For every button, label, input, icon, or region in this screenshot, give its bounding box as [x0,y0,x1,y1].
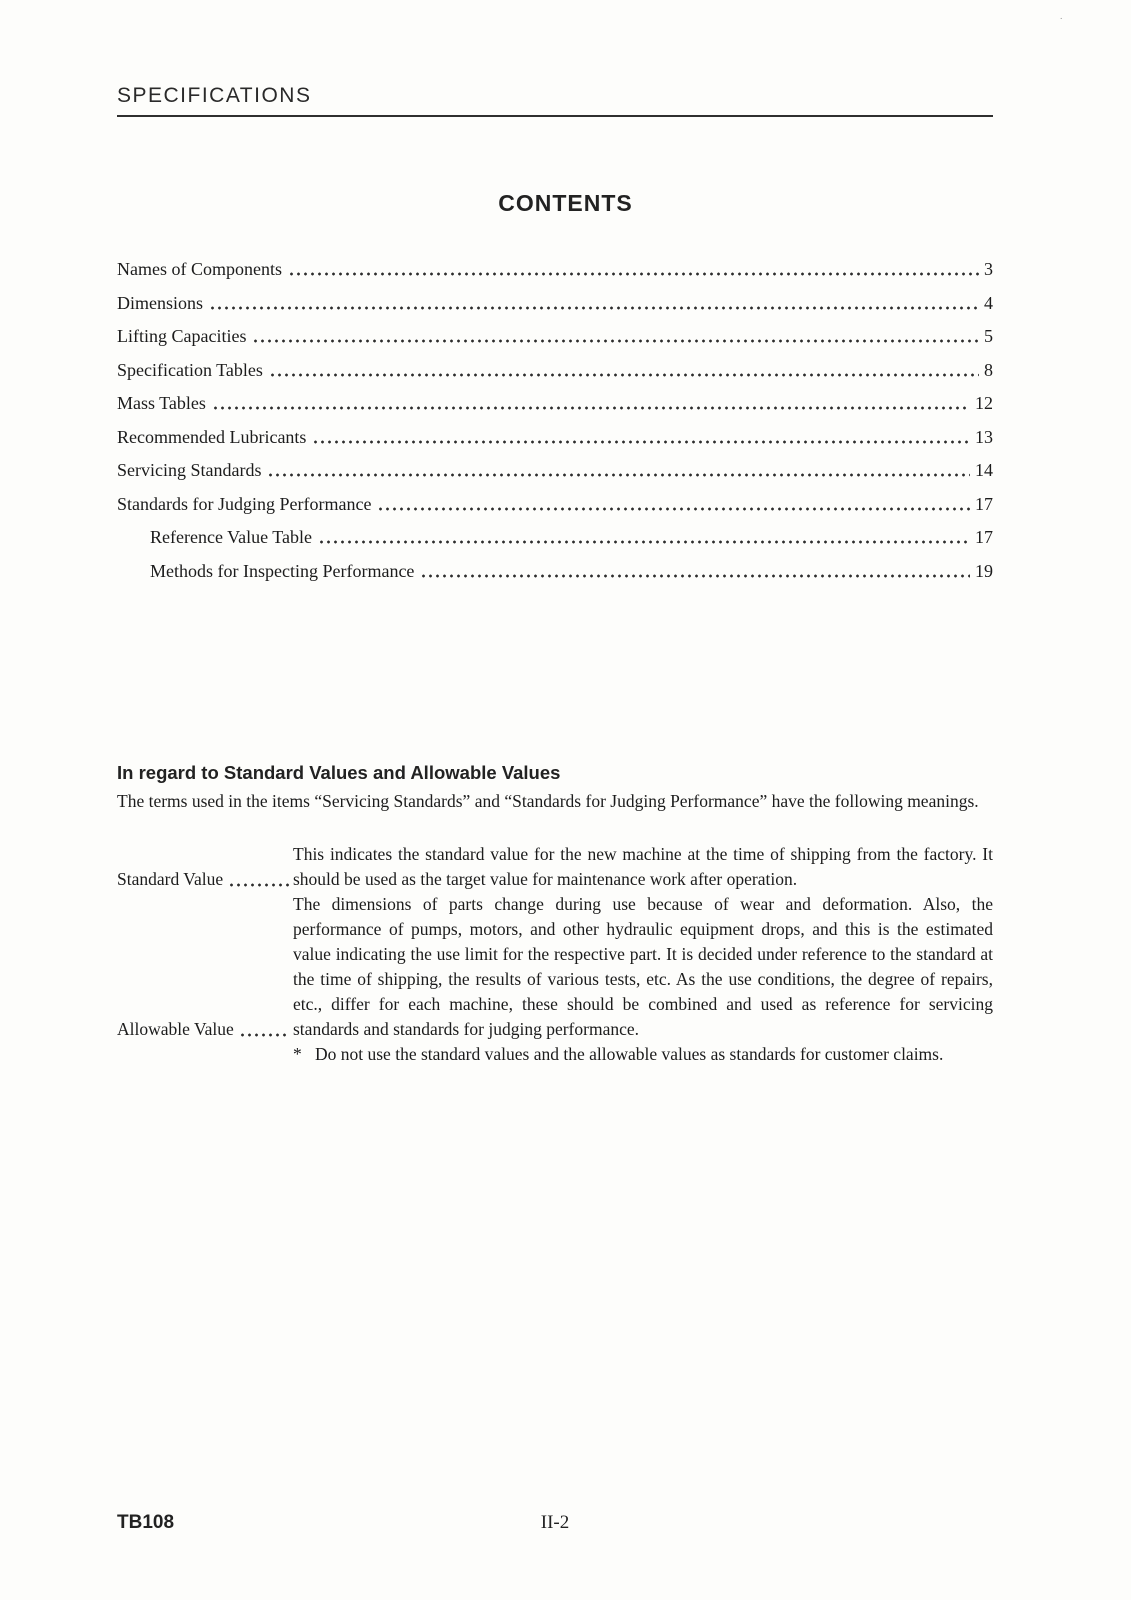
definition-term-label: Allowable Value [117,1019,234,1039]
toc-leader-dots [252,339,979,343]
toc-entry-page: 8 [984,359,993,380]
toc-entry-page: 12 [975,393,993,413]
footer-page-number: II-2 [540,1512,570,1533]
standards-intro: The terms used in the items “Servicing Standards” and “Standards for Judging Performance” have the following meanings. [117,791,979,811]
standards-note [293,1042,993,1067]
definition-standard-value [117,842,993,892]
toc-entry [117,292,993,314]
definition-text: This indicates the standard value for the new machine at the time of shipping from the factory. It should be used as the target value for maintenance work after operation. [293,844,993,889]
toc-entry [117,392,993,414]
toc-entry-label: Dimensions [117,292,204,313]
section-title: SPECIFICATIONS [117,84,312,107]
toc-entry [117,359,993,381]
toc-leader-dots [377,507,970,511]
toc-entry-label: Methods for Inspecting Performance [150,560,415,581]
standards-note-text: Do not use the standard values and the allowable values as standards for customer claims. [315,1044,944,1064]
toc-leader-dots [288,272,979,276]
toc-entry-label: Recommended Lubricants [117,426,307,447]
toc-entry-page: 13 [975,426,993,447]
toc-entry-label: Mass Tables [117,393,206,413]
toc-leader-dots [267,473,970,477]
toc-entry-label: Reference Value Table [150,527,312,547]
page-header [117,84,993,117]
toc-entry-label: Lifting Capacities [117,326,247,346]
toc-leader-dots [318,540,970,544]
definition-text: The dimensions of parts change during use because of wear and deformation. Also, the performance of pumps, motors, and other hydraulic equipment drops, and this is the estimated value indicating the use limit for the respective part. It is decided under reference to the standard at the time of shipping, the results of various tests, etc. As the use conditions, the degree of repairs, etc., differ for each machine, these should be combined and used as reference for servicing standards and standards for judging performance. [293,894,993,1039]
toc-leader-dots [209,306,979,310]
toc-entry-page: 14 [975,460,993,480]
definition-term-label: Standard Value [117,869,224,889]
toc-entry-label: Standards for Judging Performance [117,493,372,514]
standards-section [117,760,993,1067]
toc-entry-page: 5 [984,326,993,346]
toc-leader-dots [312,440,970,444]
page-footer [117,1512,993,1538]
toc-entry-page: 17 [975,493,993,514]
toc-leader-dots [212,406,970,410]
toc-entry [117,493,993,515]
toc-entry-page: 19 [975,560,993,581]
toc-entry-label: Servicing Standards [117,460,262,480]
toc-entry-label: Names of Components [117,259,282,279]
definition-leader-dots [228,883,289,887]
toc-entry-sub [117,560,993,582]
standards-note-star: * [293,1044,302,1064]
scan-artifact: ˙ [1059,16,1063,28]
toc-entry [117,258,993,280]
toc-entry-sub [117,526,993,548]
standards-heading: In regard to Standard Values and Allowable Values [117,762,561,783]
toc-entry-page: 3 [984,259,993,279]
toc-entry-page: 17 [975,527,993,547]
toc-entry [117,459,993,481]
toc-leader-dots [269,373,979,377]
toc-entry [117,426,993,448]
definition-term [117,842,293,892]
toc-entry [117,325,993,347]
footer-model-code: TB108 [117,1512,175,1533]
definition-leader-dots [239,1033,289,1037]
table-of-contents [117,258,993,593]
definition-term [117,892,293,1042]
contents-heading: CONTENTS [498,190,633,216]
toc-entry-page: 4 [984,292,993,313]
toc-leader-dots [420,574,970,578]
definition-allowable-value [117,892,993,1042]
toc-entry-label: Specification Tables [117,359,263,380]
